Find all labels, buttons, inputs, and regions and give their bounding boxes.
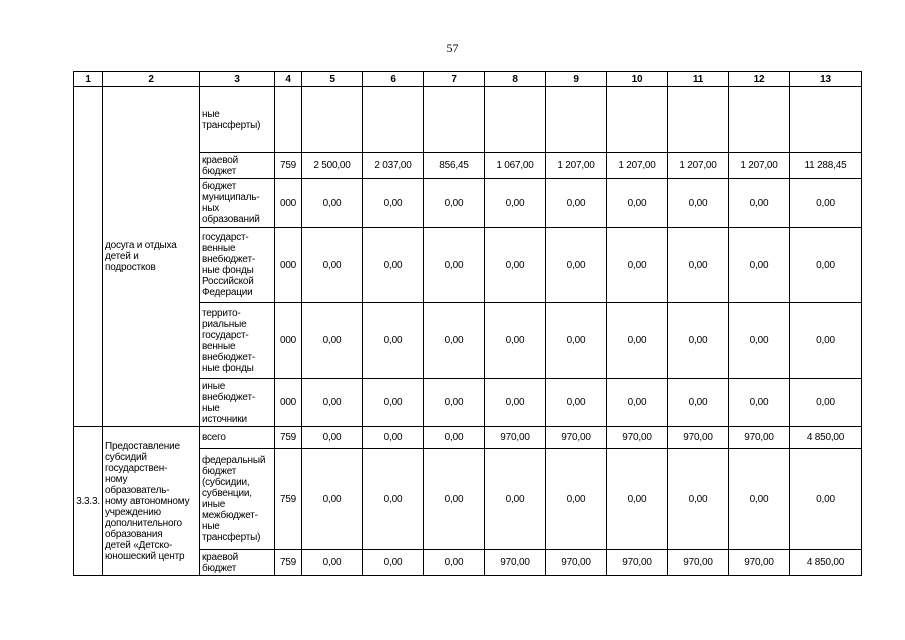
table-row xyxy=(74,427,862,449)
amount-cell: 0,00 xyxy=(302,228,363,303)
amount-cell: 0,00 xyxy=(607,179,668,228)
amount-cell: 0,00 xyxy=(546,228,607,303)
funding-source-cell: всего xyxy=(200,427,275,449)
amount-cell xyxy=(790,87,862,153)
amount-cell: 0,00 xyxy=(729,449,790,550)
amount-cell: 0,00 xyxy=(668,449,729,550)
amount-cell: 0,00 xyxy=(424,303,485,379)
amount-cell: 0,00 xyxy=(668,228,729,303)
amount-cell: 0,00 xyxy=(302,303,363,379)
budget-code-cell: 000 xyxy=(275,379,302,427)
amount-cell: 0,00 xyxy=(424,179,485,228)
amount-cell: 0,00 xyxy=(424,427,485,449)
header-cell: 9 xyxy=(546,72,607,87)
amount-cell: 0,00 xyxy=(546,179,607,228)
header-cell: 13 xyxy=(790,72,862,87)
amount-cell: 0,00 xyxy=(363,179,424,228)
item-name-cell: Предоставление субсидий государствен- ному образователь- ному автономному учреждению дополнительного образования детей «Детско- юношеский центр xyxy=(103,427,200,576)
budget-code-cell: 759 xyxy=(275,550,302,576)
amount-cell: 0,00 xyxy=(607,379,668,427)
amount-cell: 970,00 xyxy=(729,550,790,576)
amount-cell: 0,00 xyxy=(485,449,546,550)
amount-cell: 970,00 xyxy=(607,550,668,576)
header-row xyxy=(74,72,862,87)
amount-cell: 856,45 xyxy=(424,153,485,179)
funding-source-cell: краевой бюджет xyxy=(200,550,275,576)
amount-cell: 0,00 xyxy=(363,427,424,449)
amount-cell: 4 850,00 xyxy=(790,427,862,449)
amount-cell: 0,00 xyxy=(790,228,862,303)
amount-cell: 1 207,00 xyxy=(729,153,790,179)
funding-source-cell: краевой бюджет xyxy=(200,153,275,179)
amount-cell: 0,00 xyxy=(302,179,363,228)
header-cell: 5 xyxy=(302,72,363,87)
amount-cell: 0,00 xyxy=(302,550,363,576)
table-body xyxy=(74,72,862,576)
amount-cell: 1 067,00 xyxy=(485,153,546,179)
amount-cell: 0,00 xyxy=(546,303,607,379)
amount-cell xyxy=(729,87,790,153)
amount-cell: 970,00 xyxy=(729,427,790,449)
amount-cell xyxy=(607,87,668,153)
funding-source-cell: террито- риальные государст- венные внебюджет- ные фонды xyxy=(200,303,275,379)
amount-cell: 1 207,00 xyxy=(607,153,668,179)
amount-cell xyxy=(485,87,546,153)
funding-source-cell: федеральный бюджет (субсидии, субвенции, иные межбюджет- ные трансферты) xyxy=(200,449,275,550)
budget-code-cell: 759 xyxy=(275,449,302,550)
amount-cell: 0,00 xyxy=(668,379,729,427)
page-number: 57 xyxy=(446,41,459,55)
amount-cell: 0,00 xyxy=(302,449,363,550)
amount-cell xyxy=(302,87,363,153)
amount-cell: 0,00 xyxy=(790,303,862,379)
amount-cell: 4 850,00 xyxy=(790,550,862,576)
amount-cell: 0,00 xyxy=(363,550,424,576)
amount-cell: 0,00 xyxy=(363,228,424,303)
amount-cell: 0,00 xyxy=(729,379,790,427)
amount-cell: 0,00 xyxy=(607,228,668,303)
amount-cell: 2 500,00 xyxy=(302,153,363,179)
amount-cell: 0,00 xyxy=(485,228,546,303)
header-cell: 11 xyxy=(668,72,729,87)
amount-cell xyxy=(363,87,424,153)
amount-cell: 2 037,00 xyxy=(363,153,424,179)
header-cell: 6 xyxy=(363,72,424,87)
header-cell: 4 xyxy=(275,72,302,87)
amount-cell: 0,00 xyxy=(729,228,790,303)
amount-cell: 0,00 xyxy=(485,303,546,379)
amount-cell: 0,00 xyxy=(424,449,485,550)
amount-cell: 970,00 xyxy=(546,427,607,449)
amount-cell: 1 207,00 xyxy=(668,153,729,179)
item-index-cell: 3.3.3. xyxy=(74,427,103,576)
budget-code-cell: 000 xyxy=(275,303,302,379)
amount-cell: 0,00 xyxy=(424,379,485,427)
amount-cell: 0,00 xyxy=(302,379,363,427)
amount-cell xyxy=(424,87,485,153)
amount-cell: 970,00 xyxy=(485,427,546,449)
amount-cell: 0,00 xyxy=(363,449,424,550)
amount-cell: 0,00 xyxy=(485,179,546,228)
header-cell: 3 xyxy=(200,72,275,87)
amount-cell: 0,00 xyxy=(424,228,485,303)
amount-cell: 0,00 xyxy=(424,550,485,576)
header-cell: 2 xyxy=(103,72,200,87)
header-cell: 12 xyxy=(729,72,790,87)
item-index-cell xyxy=(74,87,103,427)
budget-code-cell: 759 xyxy=(275,153,302,179)
budget-code-cell xyxy=(275,87,302,153)
budget-code-cell: 000 xyxy=(275,228,302,303)
amount-cell: 0,00 xyxy=(790,379,862,427)
budget-code-cell: 000 xyxy=(275,179,302,228)
amount-cell: 0,00 xyxy=(607,449,668,550)
amount-cell: 11 288,45 xyxy=(790,153,862,179)
amount-cell: 0,00 xyxy=(546,449,607,550)
funding-source-cell: бюджет муниципаль- ных образований xyxy=(200,179,275,228)
amount-cell xyxy=(546,87,607,153)
header-cell: 7 xyxy=(424,72,485,87)
item-name-cell: досуга и отдыха детей и подростков xyxy=(103,87,200,427)
amount-cell: 0,00 xyxy=(668,303,729,379)
amount-cell: 970,00 xyxy=(668,427,729,449)
funding-source-cell: иные внебюджет- ные источники xyxy=(200,379,275,427)
header-cell: 1 xyxy=(74,72,103,87)
amount-cell: 970,00 xyxy=(668,550,729,576)
amount-cell: 970,00 xyxy=(607,427,668,449)
budget-code-cell: 759 xyxy=(275,427,302,449)
amount-cell: 0,00 xyxy=(363,379,424,427)
amount-cell: 970,00 xyxy=(546,550,607,576)
amount-cell: 1 207,00 xyxy=(546,153,607,179)
amount-cell: 0,00 xyxy=(363,303,424,379)
amount-cell: 0,00 xyxy=(485,379,546,427)
funding-source-cell: ные трансферты) xyxy=(200,87,275,153)
amount-cell: 0,00 xyxy=(302,427,363,449)
amount-cell: 0,00 xyxy=(607,303,668,379)
amount-cell: 970,00 xyxy=(485,550,546,576)
amount-cell: 0,00 xyxy=(729,303,790,379)
amount-cell: 0,00 xyxy=(668,179,729,228)
header-cell: 10 xyxy=(607,72,668,87)
amount-cell: 0,00 xyxy=(546,379,607,427)
amount-cell: 0,00 xyxy=(790,179,862,228)
budget-table xyxy=(73,71,862,576)
funding-source-cell: государст- венные внебюджет- ные фонды Российской Федерации xyxy=(200,228,275,303)
amount-cell: 0,00 xyxy=(729,179,790,228)
amount-cell xyxy=(668,87,729,153)
table-row xyxy=(74,87,862,153)
header-cell: 8 xyxy=(485,72,546,87)
amount-cell: 0,00 xyxy=(790,449,862,550)
